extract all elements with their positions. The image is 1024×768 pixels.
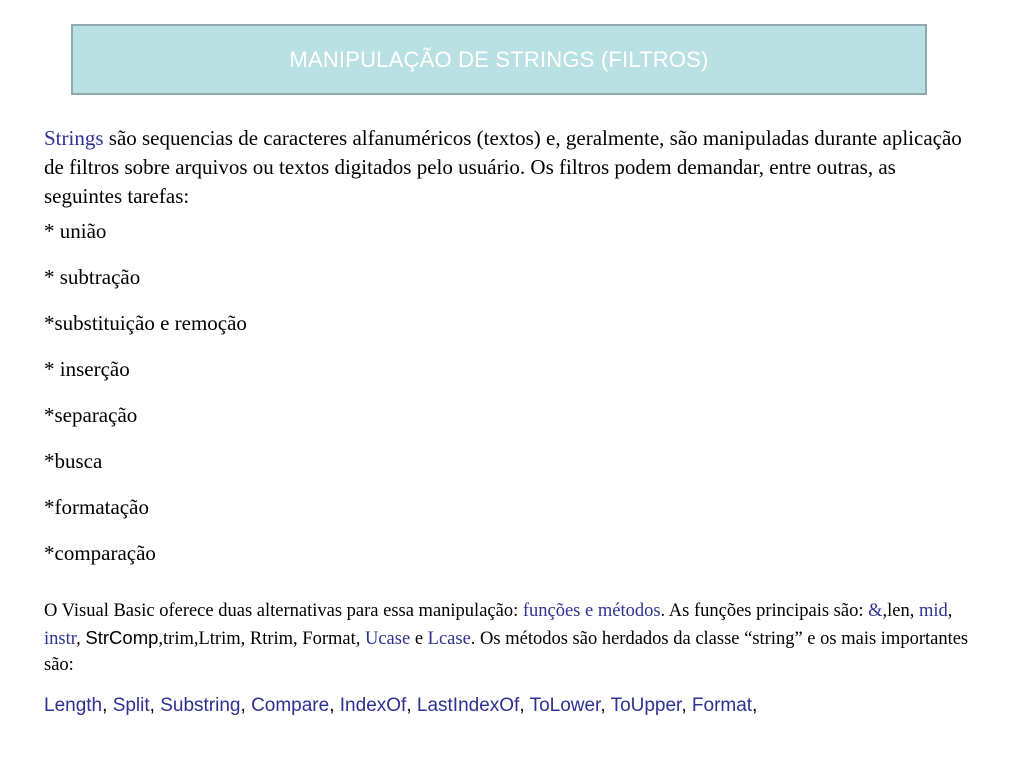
method-format: Format — [691, 695, 753, 716]
method-compare: Compare — [251, 695, 330, 716]
task-item: *comparação — [44, 541, 156, 565]
strings-term: Strings — [44, 126, 104, 150]
vb-text: . Os métodos são herdados da classe “string” e os mais importantes são: — [44, 628, 969, 675]
vb-paragraph — [44, 598, 974, 679]
function-amp: & — [868, 601, 883, 621]
function-mid: mid — [918, 601, 948, 621]
vb-text: , — [76, 628, 86, 649]
vb-text: , — [947, 601, 953, 621]
methods-line: Length, Split, Substring, Compare, IndexOf, LastIndexOf, ToLower, ToUpper, Format, — [44, 695, 758, 716]
method-length: Length — [44, 695, 103, 716]
intro-text: são sequencias de caracteres alfanuméricos (textos) e, geralmente, são manipuladas durante aplicação de filtros sobre arquivos ou textos digitados pelo usuário. Os filtros podem demandar, entre outras, as seguintes tarefas: — [44, 126, 962, 208]
task-item: *separação — [44, 403, 138, 427]
task-item: * inserção — [44, 357, 130, 381]
function-lcase: Lcase — [427, 628, 471, 649]
task-list — [44, 217, 974, 585]
vb-text: ,len, — [882, 601, 919, 621]
method-substring: Substring — [160, 695, 241, 716]
vb-text: O Visual Basic oferece duas alternativas para essa manipulação: — [44, 601, 523, 621]
function-strcomp: StrComp — [85, 626, 159, 648]
task-item: *busca — [44, 449, 103, 473]
vb-text: ,trim,Ltrim, Rtrim, Format, — [158, 628, 365, 649]
slide-title-box — [71, 24, 927, 95]
vb-text: e — [410, 628, 428, 649]
task-item: *substituição e remoção — [44, 311, 247, 335]
functions-methods-link: funções e métodos — [522, 601, 661, 621]
function-ucase: Ucase — [364, 628, 411, 649]
slide-title: MANIPULAÇÃO DE STRINGS (FILTROS) — [289, 46, 709, 72]
function-instr: instr — [44, 628, 77, 649]
intro-paragraph — [44, 124, 974, 211]
method-tolower: ToLower — [529, 695, 601, 716]
method-split: Split — [112, 695, 150, 716]
slide-body — [44, 124, 974, 716]
method-toupper: ToUpper — [610, 695, 682, 716]
task-item: *formatação — [44, 495, 149, 519]
task-item: * união — [44, 219, 107, 243]
method-indexof: IndexOf — [339, 695, 407, 716]
vb-text: . As funções principais são: — [660, 601, 869, 621]
method-lastindexof: LastIndexOf — [416, 695, 520, 716]
task-item: * subtração — [44, 265, 141, 289]
